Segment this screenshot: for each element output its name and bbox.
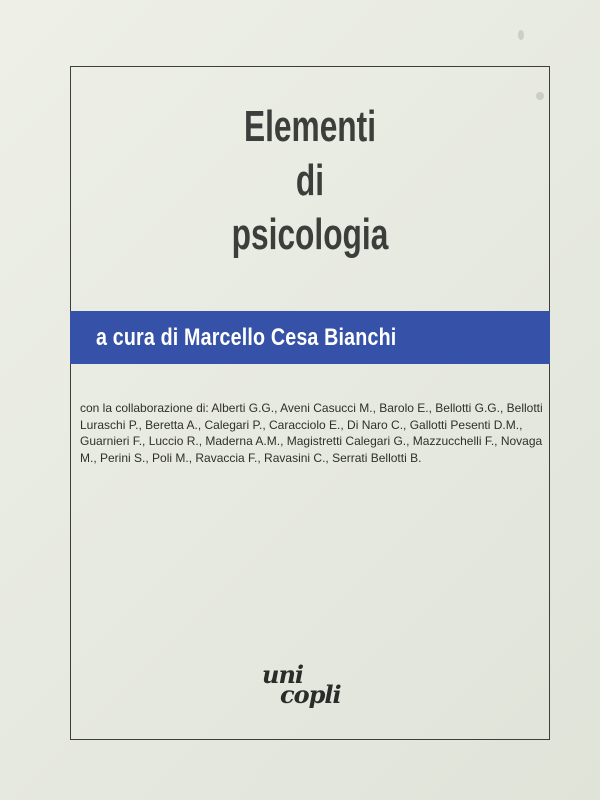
title-line-3: psicologia (231, 210, 389, 259)
publisher-logo (262, 660, 372, 712)
cover-wear-mark (518, 30, 524, 40)
title-line-1: Elementi (243, 102, 377, 151)
publisher-logo-part-2: copli (280, 680, 341, 709)
collaborators-text: con la collaborazione di: Alberti G.G., Aveni Casucci M., Barolo E., Bellotti G.G., Bellotti Luraschi P., Beretta A., Calegari P., Caracciolo E., Di Naro C., Gallotti Pesenti D.M., Guarnieri F., Luccio R., Maderna A.M., Magistretti Calegari G., Mazzucchelli F., Novaga M., Perini S., Poli M., Ravaccia F., Ravasini C., Serrati Bellotti B. (80, 401, 543, 465)
publisher-logo-part-1: uni (262, 660, 304, 689)
editor-line: a cura di Marcello Cesa Bianchi (96, 323, 397, 351)
title-line-2: di (295, 156, 325, 205)
editor-band (70, 311, 550, 364)
book-title (0, 100, 600, 262)
